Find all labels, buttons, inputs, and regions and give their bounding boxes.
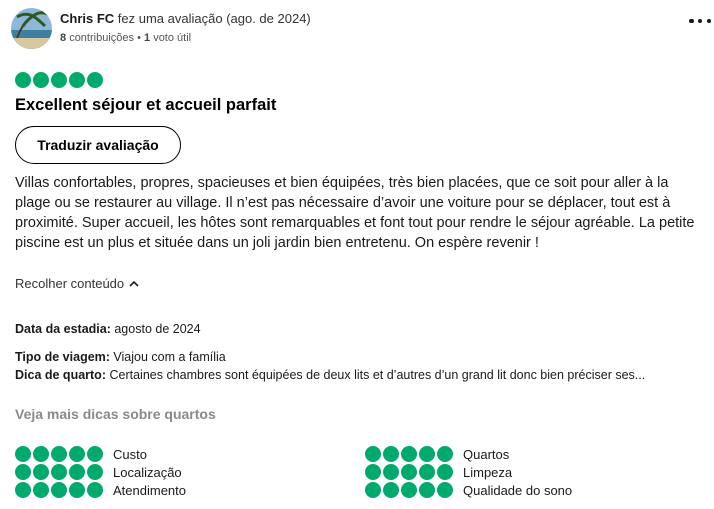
room-tip-label: Dica de quarto:: [15, 368, 106, 382]
contributions-label: contribuições: [69, 32, 135, 44]
sub-rating-label: Atendimento: [113, 482, 186, 498]
rating-bubble: [69, 482, 85, 498]
more-options-dot: [689, 19, 694, 24]
sub-rating-label: Custo: [113, 446, 147, 462]
more-options-dot: [707, 19, 712, 24]
rating-bubble: [401, 464, 417, 480]
stay-date-label: Data da estadia:: [15, 322, 111, 336]
stay-date: [15, 321, 705, 337]
rating-bubble: [365, 464, 381, 480]
rating-bubble: [437, 446, 453, 462]
rating-bubble: [15, 464, 31, 480]
author-name[interactable]: Chris FC: [60, 11, 115, 26]
rating-bubble: [15, 482, 31, 498]
sub-rating-label: Qualidade do sono: [463, 482, 573, 498]
stay-date-value: agosto de 2024: [114, 322, 201, 336]
trip-type-value: Viajou com a família: [113, 350, 226, 364]
sub-rating-label: Limpeza: [463, 464, 513, 480]
sub-rating-bubbles: [15, 482, 103, 498]
contributions-count: 8: [60, 32, 67, 44]
rating-bubble: [33, 464, 49, 480]
sub-rating-label: Localização: [113, 464, 182, 480]
sub-rating-row: [365, 445, 509, 463]
avatar[interactable]: [11, 8, 52, 49]
rating-bubble: [69, 72, 85, 88]
sub-rating-row: [15, 463, 182, 481]
trip-type: [15, 349, 705, 365]
rating-bubble: [87, 464, 103, 480]
rating-bubble: [69, 464, 85, 480]
rating-bubble: [437, 482, 453, 498]
more-options-dot: [698, 19, 703, 24]
rating-bubble: [87, 446, 103, 462]
rating-bubble: [87, 72, 103, 88]
rating-bubble: [15, 72, 31, 88]
rating-bubble: [51, 446, 67, 462]
rating-bubble: [383, 446, 399, 462]
sub-rating-bubbles: [365, 446, 453, 462]
useful-votes-label: voto útil: [153, 32, 192, 44]
sub-rating-bubbles: [15, 446, 103, 462]
room-tip: [15, 367, 705, 383]
author-stats: [60, 32, 191, 44]
review-body: Villas confortables, propres, spacieuses et bien équipées, très bien placées, que ce soit pour aller à la plage ou se restaurer au village. Il n’est pas nécessaire d’avoir une voiture pour se déplacer, tout est à proximité. Super accueil, les hôtes sont remarquables et font tout pour rendre le séjour agréable. La petite piscine est un plus et située dans un joli jardin bien entretenu. On espère revenir !: [15, 175, 695, 251]
rating-bubble: [33, 72, 49, 88]
sub-rating-bubbles: [365, 464, 453, 480]
collapse-content-link[interactable]: [15, 276, 139, 291]
rating-bubble: [383, 464, 399, 480]
sub-rating-label: Quartos: [463, 446, 510, 462]
review-action-text: fez uma avaliação (ago. de 2024): [117, 11, 311, 26]
rating-bubble: [383, 482, 399, 498]
trip-type-label: Tipo de viagem:: [15, 350, 110, 364]
rating-bubble: [33, 446, 49, 462]
rating-bubble: [401, 482, 417, 498]
sub-rating-row: [365, 463, 512, 481]
rating-bubble: [33, 482, 49, 498]
room-tip-value: Certaines chambres sont équipées de deux lits et d’autres d’un grand lit donc bien préciser ses...: [109, 368, 646, 382]
rating-bubble: [51, 464, 67, 480]
rating-bubble: [87, 482, 103, 498]
overall-rating: [15, 72, 103, 88]
sub-rating-bubbles: [365, 482, 453, 498]
rating-bubble: [401, 446, 417, 462]
rating-bubble: [419, 464, 435, 480]
chevron-up-icon: [129, 280, 139, 287]
rating-bubble: [15, 446, 31, 462]
rating-bubble: [437, 464, 453, 480]
useful-votes-count: 1: [144, 32, 151, 44]
rating-bubble: [51, 482, 67, 498]
stats-separator: •: [137, 32, 141, 44]
rating-bubble: [51, 72, 67, 88]
sub-rating-row: [15, 481, 186, 499]
rating-bubble: [419, 482, 435, 498]
sub-rating-row: [365, 481, 572, 499]
sub-rating-row: [15, 445, 147, 463]
review-header: [11, 8, 711, 50]
more-options-icon[interactable]: [689, 14, 711, 28]
rating-bubble: [419, 446, 435, 462]
collapse-content-label: Recolher conteúdo: [15, 276, 125, 291]
translate-review-button[interactable]: Traduzir avaliação: [15, 126, 181, 164]
sub-rating-bubbles: [15, 464, 103, 480]
rating-bubble: [69, 446, 85, 462]
rating-bubble: [365, 482, 381, 498]
review-title: Excellent séjour et accueil parfait: [15, 96, 277, 114]
rating-bubble: [365, 446, 381, 462]
author-line: [60, 11, 311, 26]
more-room-tips-link[interactable]: Veja mais dicas sobre quartos: [15, 406, 216, 422]
